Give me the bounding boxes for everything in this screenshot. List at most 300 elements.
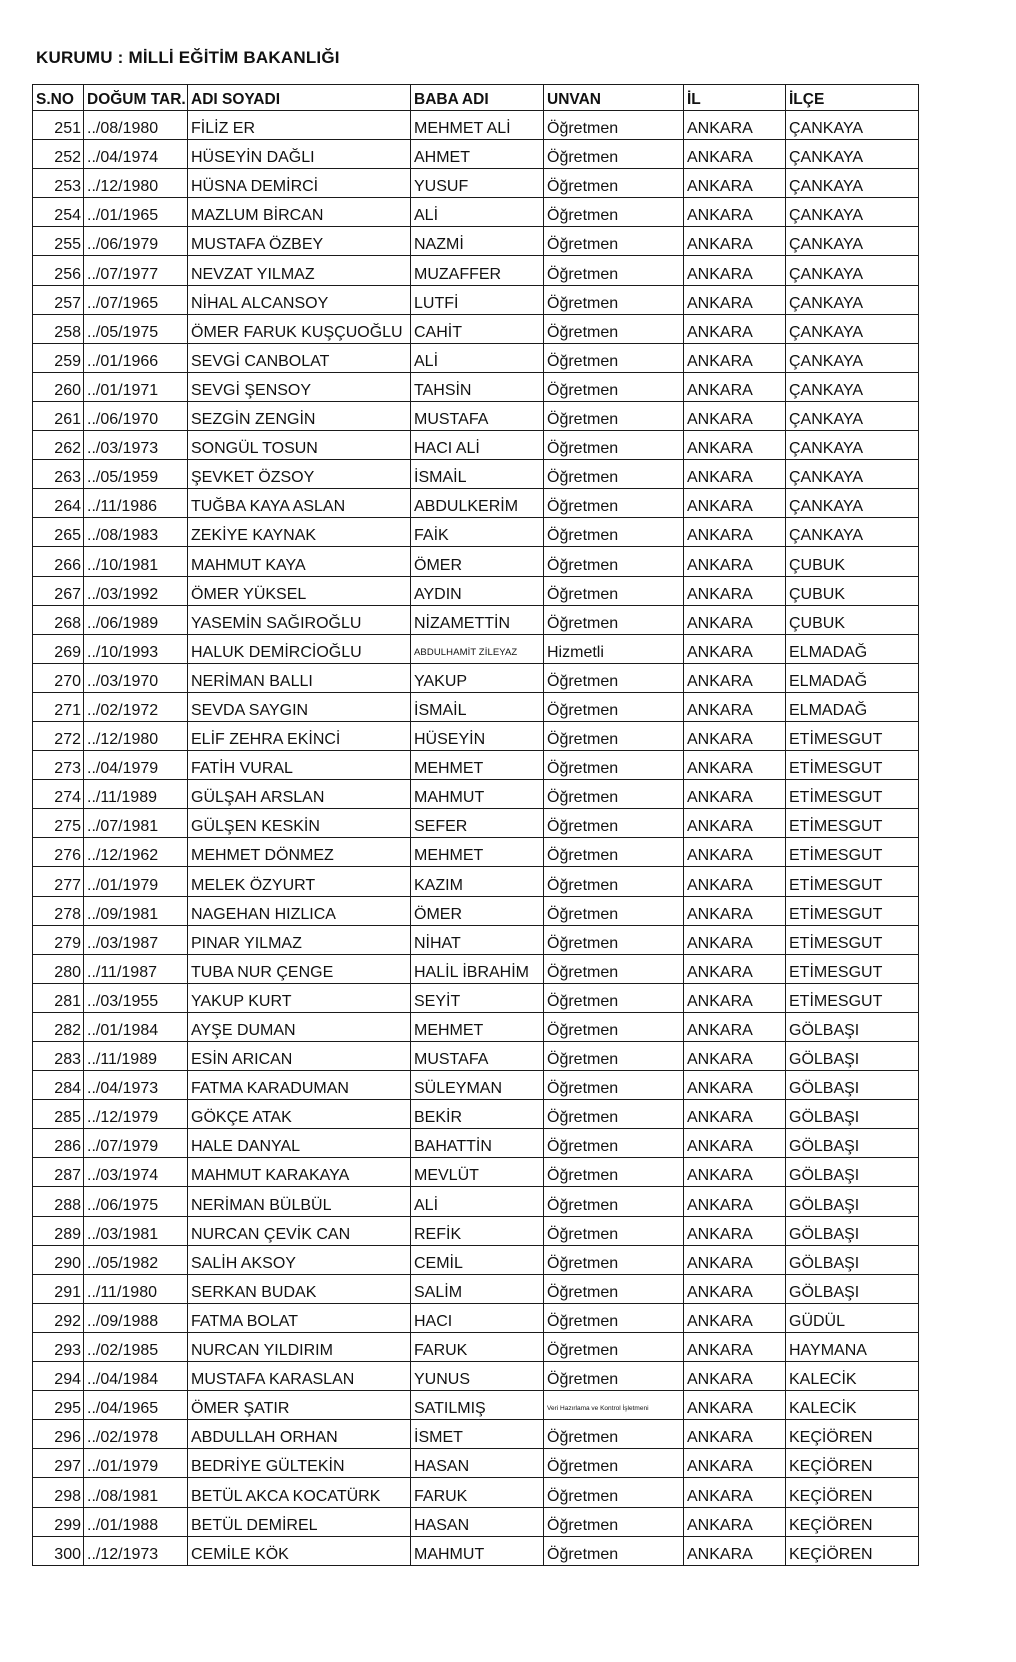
row-full-name: BEDRİYE GÜLTEKİN	[188, 1449, 411, 1478]
row-full-name: MAHMUT KAYA	[188, 547, 411, 576]
row-father-name: AYDIN	[411, 576, 544, 605]
row-title: Öğretmen	[544, 256, 684, 285]
row-father-name: KAZIM	[411, 867, 544, 896]
row-title: Öğretmen	[544, 983, 684, 1012]
row-father-name: FAİK	[411, 518, 544, 547]
row-full-name: HÜSEYİN DAĞLI	[188, 140, 411, 169]
row-sno: 289	[33, 1216, 84, 1245]
row-birth-date: ../06/1970	[84, 401, 188, 430]
row-father-name: İSMAİL	[411, 692, 544, 721]
row-sno: 273	[33, 751, 84, 780]
row-birth-date: ../02/1972	[84, 692, 188, 721]
row-district: ÇANKAYA	[786, 314, 919, 343]
row-title: Öğretmen	[544, 431, 684, 460]
row-district: ÇANKAYA	[786, 518, 919, 547]
row-province: ANKARA	[684, 1303, 786, 1332]
row-sno: 285	[33, 1100, 84, 1129]
row-full-name: HALUK DEMİRCİOĞLU	[188, 634, 411, 663]
row-father-name: BAHATTİN	[411, 1129, 544, 1158]
row-full-name: NERİMAN BÜLBÜL	[188, 1187, 411, 1216]
row-birth-date: ../05/1982	[84, 1245, 188, 1274]
row-sno: 282	[33, 1012, 84, 1041]
row-district: ÇANKAYA	[786, 460, 919, 489]
table-row	[33, 1216, 919, 1245]
row-full-name: ESİN ARICAN	[188, 1042, 411, 1071]
table-header-row	[33, 85, 919, 111]
row-full-name: MELEK ÖZYURT	[188, 867, 411, 896]
row-full-name: MAHMUT KARAKAYA	[188, 1158, 411, 1187]
row-district: ÇUBUK	[786, 576, 919, 605]
row-title: Öğretmen	[544, 401, 684, 430]
row-birth-date: ../03/1981	[84, 1216, 188, 1245]
row-full-name: ABDULLAH ORHAN	[188, 1420, 411, 1449]
row-province: ANKARA	[684, 169, 786, 198]
table-row	[33, 401, 919, 430]
row-birth-date: ../12/1962	[84, 838, 188, 867]
row-sno: 262	[33, 431, 84, 460]
row-province: ANKARA	[684, 954, 786, 983]
row-father-name: ABDULHAMİT ZİLEYAZ	[411, 634, 544, 663]
row-province: ANKARA	[684, 663, 786, 692]
row-full-name: AYŞE DUMAN	[188, 1012, 411, 1041]
row-district: KEÇİÖREN	[786, 1449, 919, 1478]
table-row	[33, 751, 919, 780]
row-province: ANKARA	[684, 1158, 786, 1187]
row-sno: 276	[33, 838, 84, 867]
table-row	[33, 1187, 919, 1216]
row-title: Öğretmen	[544, 1245, 684, 1274]
row-district: GÖLBAŞI	[786, 1245, 919, 1274]
row-sno: 283	[33, 1042, 84, 1071]
column-header-sno: S.NO	[33, 85, 84, 111]
row-province: ANKARA	[684, 896, 786, 925]
table-row	[33, 227, 919, 256]
row-province: ANKARA	[684, 751, 786, 780]
row-province: ANKARA	[684, 809, 786, 838]
row-title: Öğretmen	[544, 1012, 684, 1041]
row-sno: 296	[33, 1420, 84, 1449]
row-sno: 268	[33, 605, 84, 634]
row-district: ETİMESGUT	[786, 867, 919, 896]
row-father-name: MEHMET	[411, 838, 544, 867]
row-sno: 266	[33, 547, 84, 576]
row-title: Öğretmen	[544, 954, 684, 983]
row-father-name: HASAN	[411, 1507, 544, 1536]
table-row	[33, 1158, 919, 1187]
row-province: ANKARA	[684, 838, 786, 867]
table-row	[33, 1071, 919, 1100]
row-father-name: HASAN	[411, 1449, 544, 1478]
row-birth-date: ../08/1981	[84, 1478, 188, 1507]
row-full-name: SEVGİ ŞENSOY	[188, 372, 411, 401]
row-father-name: MEHMET ALİ	[411, 111, 544, 140]
row-father-name: YUNUS	[411, 1362, 544, 1391]
table-row	[33, 489, 919, 518]
row-father-name: ABDULKERİM	[411, 489, 544, 518]
table-row	[33, 111, 919, 140]
table-row	[33, 721, 919, 750]
row-district: ÇANKAYA	[786, 227, 919, 256]
row-sno: 294	[33, 1362, 84, 1391]
row-full-name: MAZLUM BİRCAN	[188, 198, 411, 227]
table-row	[33, 576, 919, 605]
row-title: Öğretmen	[544, 227, 684, 256]
row-father-name: MUSTAFA	[411, 401, 544, 430]
row-province: ANKARA	[684, 1507, 786, 1536]
row-father-name: İSMET	[411, 1420, 544, 1449]
row-birth-date: ../04/1979	[84, 751, 188, 780]
row-title: Öğretmen	[544, 1449, 684, 1478]
row-title: Öğretmen	[544, 1332, 684, 1361]
row-full-name: BETÜL DEMİREL	[188, 1507, 411, 1536]
row-province: ANKARA	[684, 576, 786, 605]
row-district: GÖLBAŞI	[786, 1012, 919, 1041]
row-title: Hizmetli	[544, 634, 684, 663]
row-title: Öğretmen	[544, 925, 684, 954]
row-sno: 278	[33, 896, 84, 925]
table-body	[33, 111, 919, 1566]
row-title: Öğretmen	[544, 1507, 684, 1536]
row-full-name: MUSTAFA ÖZBEY	[188, 227, 411, 256]
row-full-name: ŞEVKET ÖZSOY	[188, 460, 411, 489]
row-province: ANKARA	[684, 1478, 786, 1507]
row-district: ÇANKAYA	[786, 111, 919, 140]
table-row	[33, 1420, 919, 1449]
row-father-name: CAHİT	[411, 314, 544, 343]
row-father-name: SALİM	[411, 1274, 544, 1303]
row-father-name: HACI	[411, 1303, 544, 1332]
row-district: ETİMESGUT	[786, 896, 919, 925]
row-sno: 291	[33, 1274, 84, 1303]
row-province: ANKARA	[684, 1391, 786, 1420]
row-birth-date: ../10/1981	[84, 547, 188, 576]
row-district: ÇANKAYA	[786, 169, 919, 198]
row-province: ANKARA	[684, 256, 786, 285]
row-title: Öğretmen	[544, 1303, 684, 1332]
row-province: ANKARA	[684, 401, 786, 430]
row-district: ETİMESGUT	[786, 954, 919, 983]
row-title: Öğretmen	[544, 1129, 684, 1158]
row-province: ANKARA	[684, 343, 786, 372]
table-row	[33, 285, 919, 314]
row-sno: 254	[33, 198, 84, 227]
row-full-name: BETÜL AKCA KOCATÜRK	[188, 1478, 411, 1507]
column-header-title: UNVAN	[544, 85, 684, 111]
row-father-name: SEFER	[411, 809, 544, 838]
table-row	[33, 372, 919, 401]
row-full-name: FİLİZ ER	[188, 111, 411, 140]
row-district: ÇANKAYA	[786, 489, 919, 518]
table-row	[33, 1536, 919, 1565]
row-full-name: HÜSNA DEMİRCİ	[188, 169, 411, 198]
row-sno: 257	[33, 285, 84, 314]
row-sno: 279	[33, 925, 84, 954]
row-birth-date: ../10/1993	[84, 634, 188, 663]
row-province: ANKARA	[684, 1362, 786, 1391]
row-sno: 272	[33, 721, 84, 750]
row-title: Öğretmen	[544, 1362, 684, 1391]
table-row	[33, 343, 919, 372]
row-birth-date: ../12/1973	[84, 1536, 188, 1565]
row-birth-date: ../04/1974	[84, 140, 188, 169]
row-district: ETİMESGUT	[786, 721, 919, 750]
row-title: Öğretmen	[544, 663, 684, 692]
row-sno: 260	[33, 372, 84, 401]
row-sno: 264	[33, 489, 84, 518]
row-birth-date: ../03/1955	[84, 983, 188, 1012]
table-row	[33, 169, 919, 198]
row-district: HAYMANA	[786, 1332, 919, 1361]
row-province: ANKARA	[684, 1012, 786, 1041]
row-district: KEÇİÖREN	[786, 1478, 919, 1507]
row-title: Öğretmen	[544, 838, 684, 867]
row-father-name: SEYİT	[411, 983, 544, 1012]
row-birth-date: ../01/1979	[84, 1449, 188, 1478]
table-row	[33, 1449, 919, 1478]
row-sno: 300	[33, 1536, 84, 1565]
row-sno: 284	[33, 1071, 84, 1100]
row-full-name: NURCAN YILDIRIM	[188, 1332, 411, 1361]
row-birth-date: ../06/1989	[84, 605, 188, 634]
row-birth-date: ../03/1987	[84, 925, 188, 954]
table-row	[33, 1391, 919, 1420]
table-row	[33, 1362, 919, 1391]
row-birth-date: ../06/1979	[84, 227, 188, 256]
row-full-name: NEVZAT YILMAZ	[188, 256, 411, 285]
row-father-name: ALİ	[411, 343, 544, 372]
table-row	[33, 1012, 919, 1041]
row-district: GÖLBAŞI	[786, 1100, 919, 1129]
row-province: ANKARA	[684, 634, 786, 663]
row-district: ELMADAĞ	[786, 634, 919, 663]
row-birth-date: ../07/1965	[84, 285, 188, 314]
row-sno: 255	[33, 227, 84, 256]
row-sno: 299	[33, 1507, 84, 1536]
row-sno: 298	[33, 1478, 84, 1507]
row-title: Öğretmen	[544, 547, 684, 576]
row-birth-date: ../07/1979	[84, 1129, 188, 1158]
table-row	[33, 1042, 919, 1071]
row-province: ANKARA	[684, 111, 786, 140]
row-title: Öğretmen	[544, 285, 684, 314]
row-district: GÖLBAŞI	[786, 1158, 919, 1187]
row-full-name: MEHMET DÖNMEZ	[188, 838, 411, 867]
row-full-name: HALE DANYAL	[188, 1129, 411, 1158]
row-title: Öğretmen	[544, 111, 684, 140]
table-row	[33, 983, 919, 1012]
row-province: ANKARA	[684, 547, 786, 576]
row-sno: 271	[33, 692, 84, 721]
row-district: ÇUBUK	[786, 547, 919, 576]
row-district: ÇANKAYA	[786, 198, 919, 227]
row-birth-date: ../08/1980	[84, 111, 188, 140]
table-row	[33, 1129, 919, 1158]
row-title: Öğretmen	[544, 460, 684, 489]
row-province: ANKARA	[684, 1187, 786, 1216]
row-father-name: LUTFİ	[411, 285, 544, 314]
row-title: Öğretmen	[544, 1100, 684, 1129]
row-father-name: MUZAFFER	[411, 256, 544, 285]
row-district: ETİMESGUT	[786, 809, 919, 838]
row-birth-date: ../03/1973	[84, 431, 188, 460]
row-sno: 270	[33, 663, 84, 692]
row-district: GÖLBAŞI	[786, 1274, 919, 1303]
row-full-name: NİHAL ALCANSOY	[188, 285, 411, 314]
row-birth-date: ../11/1989	[84, 1042, 188, 1071]
row-province: ANKARA	[684, 1420, 786, 1449]
row-birth-date: ../04/1984	[84, 1362, 188, 1391]
row-title: Öğretmen	[544, 314, 684, 343]
document-title: KURUMU : MİLLİ EĞİTİM BAKANLIĞI	[36, 48, 340, 67]
row-province: ANKARA	[684, 1245, 786, 1274]
row-birth-date: ../01/1988	[84, 1507, 188, 1536]
column-header-province: İL	[684, 85, 786, 111]
row-sno: 269	[33, 634, 84, 663]
table-row	[33, 1303, 919, 1332]
row-birth-date: ../05/1975	[84, 314, 188, 343]
row-sno: 286	[33, 1129, 84, 1158]
row-full-name: YAKUP KURT	[188, 983, 411, 1012]
row-full-name: CEMİLE KÖK	[188, 1536, 411, 1565]
row-father-name: BEKİR	[411, 1100, 544, 1129]
row-father-name: FARUK	[411, 1332, 544, 1361]
row-district: ETİMESGUT	[786, 751, 919, 780]
row-province: ANKARA	[684, 431, 786, 460]
row-province: ANKARA	[684, 285, 786, 314]
row-full-name: NERİMAN BALLI	[188, 663, 411, 692]
row-father-name: ALİ	[411, 1187, 544, 1216]
row-province: ANKARA	[684, 1274, 786, 1303]
row-father-name: AHMET	[411, 140, 544, 169]
personnel-table	[32, 84, 919, 1566]
row-province: ANKARA	[684, 1449, 786, 1478]
row-district: ETİMESGUT	[786, 983, 919, 1012]
row-birth-date: ../11/1986	[84, 489, 188, 518]
row-father-name: HACI ALİ	[411, 431, 544, 460]
row-title: Öğretmen	[544, 1071, 684, 1100]
table-row	[33, 809, 919, 838]
row-birth-date: ../03/1974	[84, 1158, 188, 1187]
row-title: Öğretmen	[544, 1042, 684, 1071]
row-birth-date: ../09/1981	[84, 896, 188, 925]
row-sno: 292	[33, 1303, 84, 1332]
table-row	[33, 547, 919, 576]
row-full-name: GÖKÇE ATAK	[188, 1100, 411, 1129]
row-title: Öğretmen	[544, 169, 684, 198]
row-birth-date: ../12/1980	[84, 169, 188, 198]
row-district: ELMADAĞ	[786, 663, 919, 692]
row-full-name: ZEKİYE KAYNAK	[188, 518, 411, 547]
row-father-name: MEVLÜT	[411, 1158, 544, 1187]
table-row	[33, 867, 919, 896]
row-birth-date: ../12/1979	[84, 1100, 188, 1129]
row-province: ANKARA	[684, 1536, 786, 1565]
row-title: Veri Hazırlama ve Kontrol İşletmeni	[544, 1391, 684, 1420]
row-province: ANKARA	[684, 314, 786, 343]
row-province: ANKARA	[684, 780, 786, 809]
row-district: KALECİK	[786, 1391, 919, 1420]
row-full-name: ÖMER YÜKSEL	[188, 576, 411, 605]
row-province: ANKARA	[684, 372, 786, 401]
table-row	[33, 1478, 919, 1507]
row-father-name: MAHMUT	[411, 780, 544, 809]
row-father-name: MUSTAFA	[411, 1042, 544, 1071]
row-birth-date: ../08/1983	[84, 518, 188, 547]
row-sno: 251	[33, 111, 84, 140]
row-full-name: GÜLŞEN KESKİN	[188, 809, 411, 838]
row-full-name: TUĞBA KAYA ASLAN	[188, 489, 411, 518]
row-province: ANKARA	[684, 1071, 786, 1100]
table-row	[33, 605, 919, 634]
row-sno: 280	[33, 954, 84, 983]
row-birth-date: ../07/1977	[84, 256, 188, 285]
row-district: KEÇİÖREN	[786, 1536, 919, 1565]
row-sno: 256	[33, 256, 84, 285]
row-title: Öğretmen	[544, 896, 684, 925]
row-full-name: NURCAN ÇEVİK CAN	[188, 1216, 411, 1245]
row-father-name: MEHMET	[411, 751, 544, 780]
row-sno: 252	[33, 140, 84, 169]
row-title: Öğretmen	[544, 605, 684, 634]
row-province: ANKARA	[684, 1129, 786, 1158]
table-row	[33, 896, 919, 925]
row-full-name: FATMA BOLAT	[188, 1303, 411, 1332]
table-row	[33, 838, 919, 867]
row-sno: 253	[33, 169, 84, 198]
row-father-name: REFİK	[411, 1216, 544, 1245]
row-sno: 288	[33, 1187, 84, 1216]
row-birth-date: ../01/1971	[84, 372, 188, 401]
row-birth-date: ../01/1966	[84, 343, 188, 372]
row-title: Öğretmen	[544, 343, 684, 372]
row-title: Öğretmen	[544, 1187, 684, 1216]
row-district: ÇANKAYA	[786, 372, 919, 401]
row-sno: 277	[33, 867, 84, 896]
row-province: ANKARA	[684, 867, 786, 896]
row-district: ÇANKAYA	[786, 285, 919, 314]
row-district: ÇANKAYA	[786, 401, 919, 430]
row-father-name: MEHMET	[411, 1012, 544, 1041]
row-district: GÖLBAŞI	[786, 1042, 919, 1071]
row-father-name: ÖMER	[411, 547, 544, 576]
row-father-name: YUSUF	[411, 169, 544, 198]
table-row	[33, 634, 919, 663]
row-birth-date: ../04/1973	[84, 1071, 188, 1100]
row-father-name: ÖMER	[411, 896, 544, 925]
row-district: GÜDÜL	[786, 1303, 919, 1332]
row-title: Öğretmen	[544, 1274, 684, 1303]
row-province: ANKARA	[684, 692, 786, 721]
row-sno: 297	[33, 1449, 84, 1478]
row-title: Öğretmen	[544, 518, 684, 547]
row-sno: 287	[33, 1158, 84, 1187]
row-province: ANKARA	[684, 489, 786, 518]
row-district: GÖLBAŞI	[786, 1071, 919, 1100]
row-full-name: FATİH VURAL	[188, 751, 411, 780]
row-district: ÇANKAYA	[786, 256, 919, 285]
row-father-name: YAKUP	[411, 663, 544, 692]
row-full-name: YASEMİN SAĞIROĞLU	[188, 605, 411, 634]
row-father-name: CEMİL	[411, 1245, 544, 1274]
column-header-birth-date: DOĞUM TAR.	[84, 85, 188, 111]
table-row	[33, 1332, 919, 1361]
row-sno: 275	[33, 809, 84, 838]
row-birth-date: ../09/1988	[84, 1303, 188, 1332]
row-birth-date: ../11/1980	[84, 1274, 188, 1303]
table-row	[33, 1507, 919, 1536]
row-full-name: FATMA KARADUMAN	[188, 1071, 411, 1100]
row-full-name: MUSTAFA KARASLAN	[188, 1362, 411, 1391]
